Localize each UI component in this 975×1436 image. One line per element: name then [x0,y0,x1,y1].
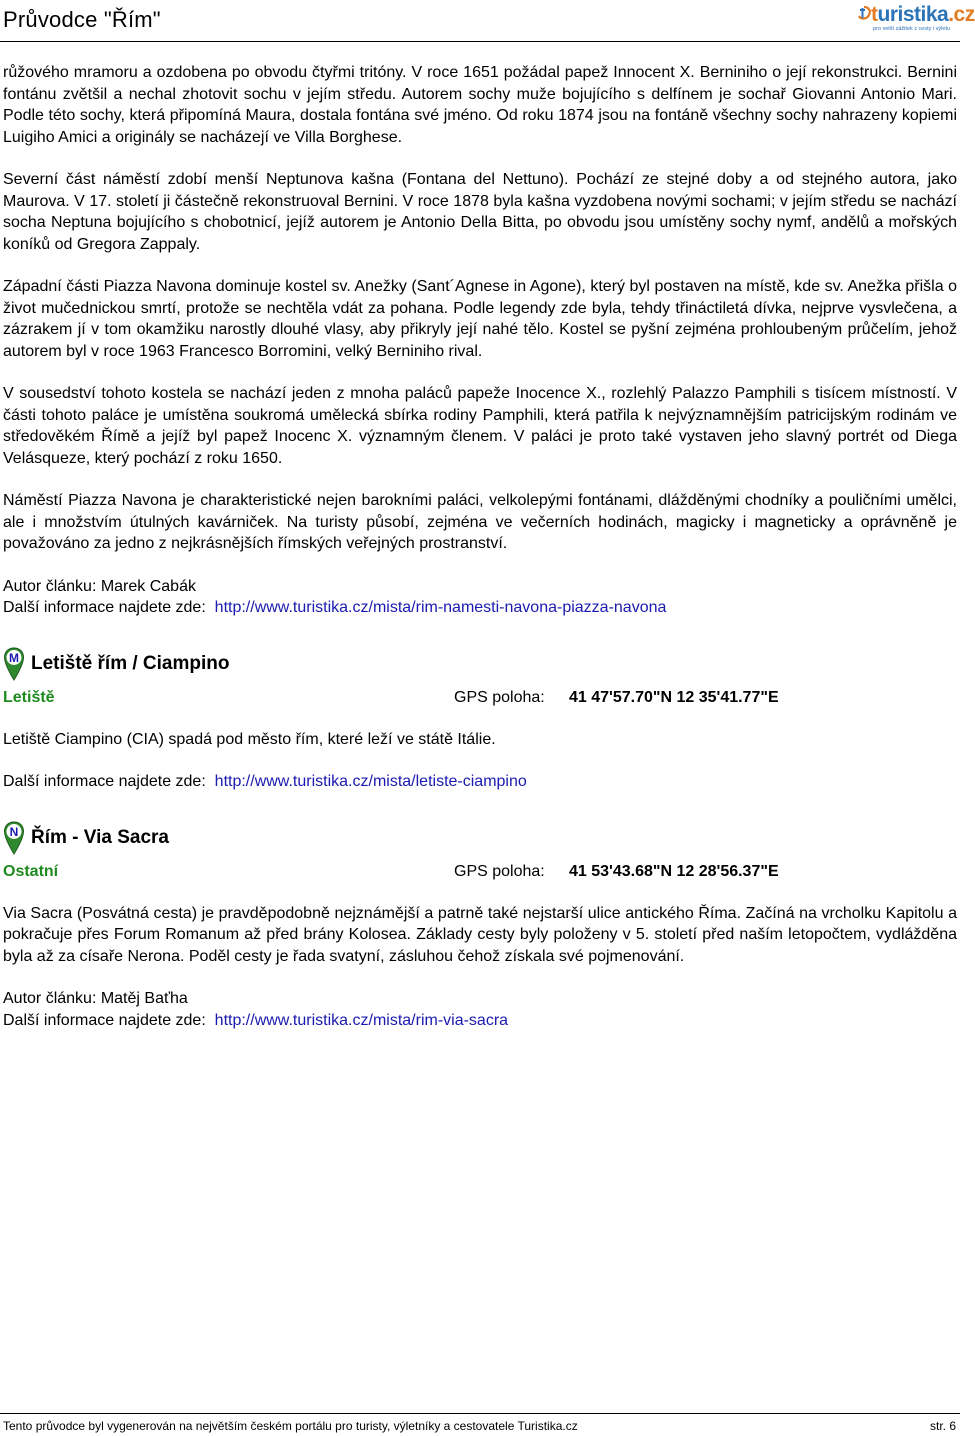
paragraph: Západní části Piazza Navona dominuje kostel sv. Anežky (Sant´Agnese in Agone), který byl postaven na místě, kde sv. Anežka přišla o život mučednickou smrtí, protože se nechtěla vdát za pohana. Podle legendy zde byla, tehdy třináctiletá dívka, nejprve vysvlečena, a zázrakem jí v tom okamžiku narostly dlouhé vlasy, aby přikryly její nahé tělo. Kostel se pyšní zejména prohloubeným průčelím, jehož autorem byl v roce 1963 Francesco Borromini, velký Berniniho rival. [3,278,957,360]
place-title: Letiště řím / Ciampino [31,652,230,674]
place-title: Řím - Via Sacra [31,826,170,848]
more-info-link[interactable]: http://www.turistika.cz/mista/rim-via-sacra [214,1011,509,1029]
place-description: Via Sacra (Posvátná cesta) je pravděpodobně nejznámější a patrně také nejstarší ulice antického Říma. Začíná na vrcholku Kapitolu a pokračuje přes Forum Romanum až před brány Kolosea. Základy cesty byly položeny v 5. století před naším letopočtem, vydlážděna byla až za císaře Nerona. Poděl cesty je řada svatyní, zásluhou čehož získala své pojmenování. [3,904,957,965]
logo-tagline: pro vetší zážitek z cesty i výletu [873,26,951,32]
place-heading [3,647,957,681]
guide-content [3,62,957,1031]
place-meta [3,861,957,883]
map-pin-icon [3,821,25,855]
place-meta [3,687,957,709]
place-description: Letiště Ciampino (CIA) spadá pod město řím, které leží ve státě Itálie. [3,730,496,748]
header-divider [0,41,960,42]
more-info-label: Další informace najdete zde: [3,599,206,616]
place-entry-via-sacra [3,821,957,1032]
paragraph: Náměstí Piazza Navona je charakteristické nejen barokními paláci, velkolepými fontánami, dlážděnými chodníky a pouličními umělci, ale i množstvím útulných kavárniček. Na turisty působí, zejména ve večerních hodinách, magicky i magneticky a oprávněně je považováno za jedno z nejkrásnějších římských veřejných prostranství. [3,492,957,552]
more-info-line [3,597,957,619]
more-info-line [3,771,957,793]
place-category: Letiště [3,688,55,706]
turistika-logo[interactable] [855,3,975,37]
article-author: Autor článku: Marek Cabák [3,577,196,595]
paragraph: Severní část náměstí zdobí menší Neptunova kašna (Fontana del Nettuno). Pochází ze stejné doby a od stejného autora, jako Maurova. V 17. století ji částečně rekonstruoval Bernini. V roce 1878 byla kašna vyzdobena novými sochami; v jejím středu se nachází socha Neptuna bojujícího s chobotnicí, jejíž autorem je Antonio Della Bitta, po obvodu jsou umístěny sochy nymf, andělů a mořských koníků od Gregora Zappaly. [3,171,957,253]
place-category: Ostatní [3,862,59,880]
footer-divider [0,1413,960,1414]
article-author: Autor článku: Matěj Baťha [3,990,188,1007]
more-info-label: Další informace najdete zde: [3,773,206,790]
page-title: Průvodce "Řím" [3,7,161,32]
more-info-link[interactable]: http://www.turistika.cz/mista/rim-namesti-navona-piazza-navona [214,599,667,616]
footer-text: Tento průvodce byl vygenerován na největším českém portálu pro turisty, výletníky a cestovatele Turistika.cz [3,1419,578,1433]
paragraph: V sousedství tohoto kostela se nachází jeden z mnoha paláců papeže Inocence X., rozlehlý Palazzo Pamphili s tisícem místností. V části tohoto paláce je umístěna soukromá umělecká sbírka rodiny Pamphili, která patřila k nejvýznamnějším patricijským rodinám ve středověkém Římě a jejíž byl papež Inocenc X. významným členem. V paláci je proto také vystaven jeho slavný portrét od Diega Velásqueze, který pochází z roku 1650. [3,385,957,467]
place-heading [3,821,957,855]
gps-value: 41 53'43.68"N 12 28'56.37"E [569,862,779,880]
svg-text:N: N [9,824,19,839]
gps-value: 41 47'57.70"N 12 35'41.77"E [569,688,779,706]
more-info-link[interactable]: http://www.turistika.cz/mista/letiste-ciampino [214,773,527,790]
svg-text:M: M [9,650,19,665]
page-header [0,0,975,42]
more-info-line [3,1010,957,1032]
gps-label: GPS poloha: [454,688,545,706]
paragraph: růžového mramoru a ozdobena po obvodu čtyřmi tritóny. V roce 1651 požádal papež Innocent X. Berniniho o její rekonstrukci. Bernini fontánu zvětšil a nechal zhotovit sochu v jejím středu. Autorem sochy muže bojujícího s delfínem je sochař Giovanni Antonio Mari. Podle této sochy, která připomíná Maura, dostala fontána své jméno. Od roku 1874 jsou na fontáně všechny sochy nahrazeny kopiemi Luigiho Amici a originály se nacházejí ve Villa Borghese. [3,64,957,146]
place-entry-ciampino [3,647,957,793]
map-pin-icon [3,647,25,681]
gps-label: GPS poloha: [454,862,545,880]
page-number: str. 6 [929,1419,956,1433]
logo-wordmark: turistika.cz [871,3,975,26]
page-footer [0,1410,960,1436]
more-info-label: Další informace najdete zde: [3,1011,206,1029]
